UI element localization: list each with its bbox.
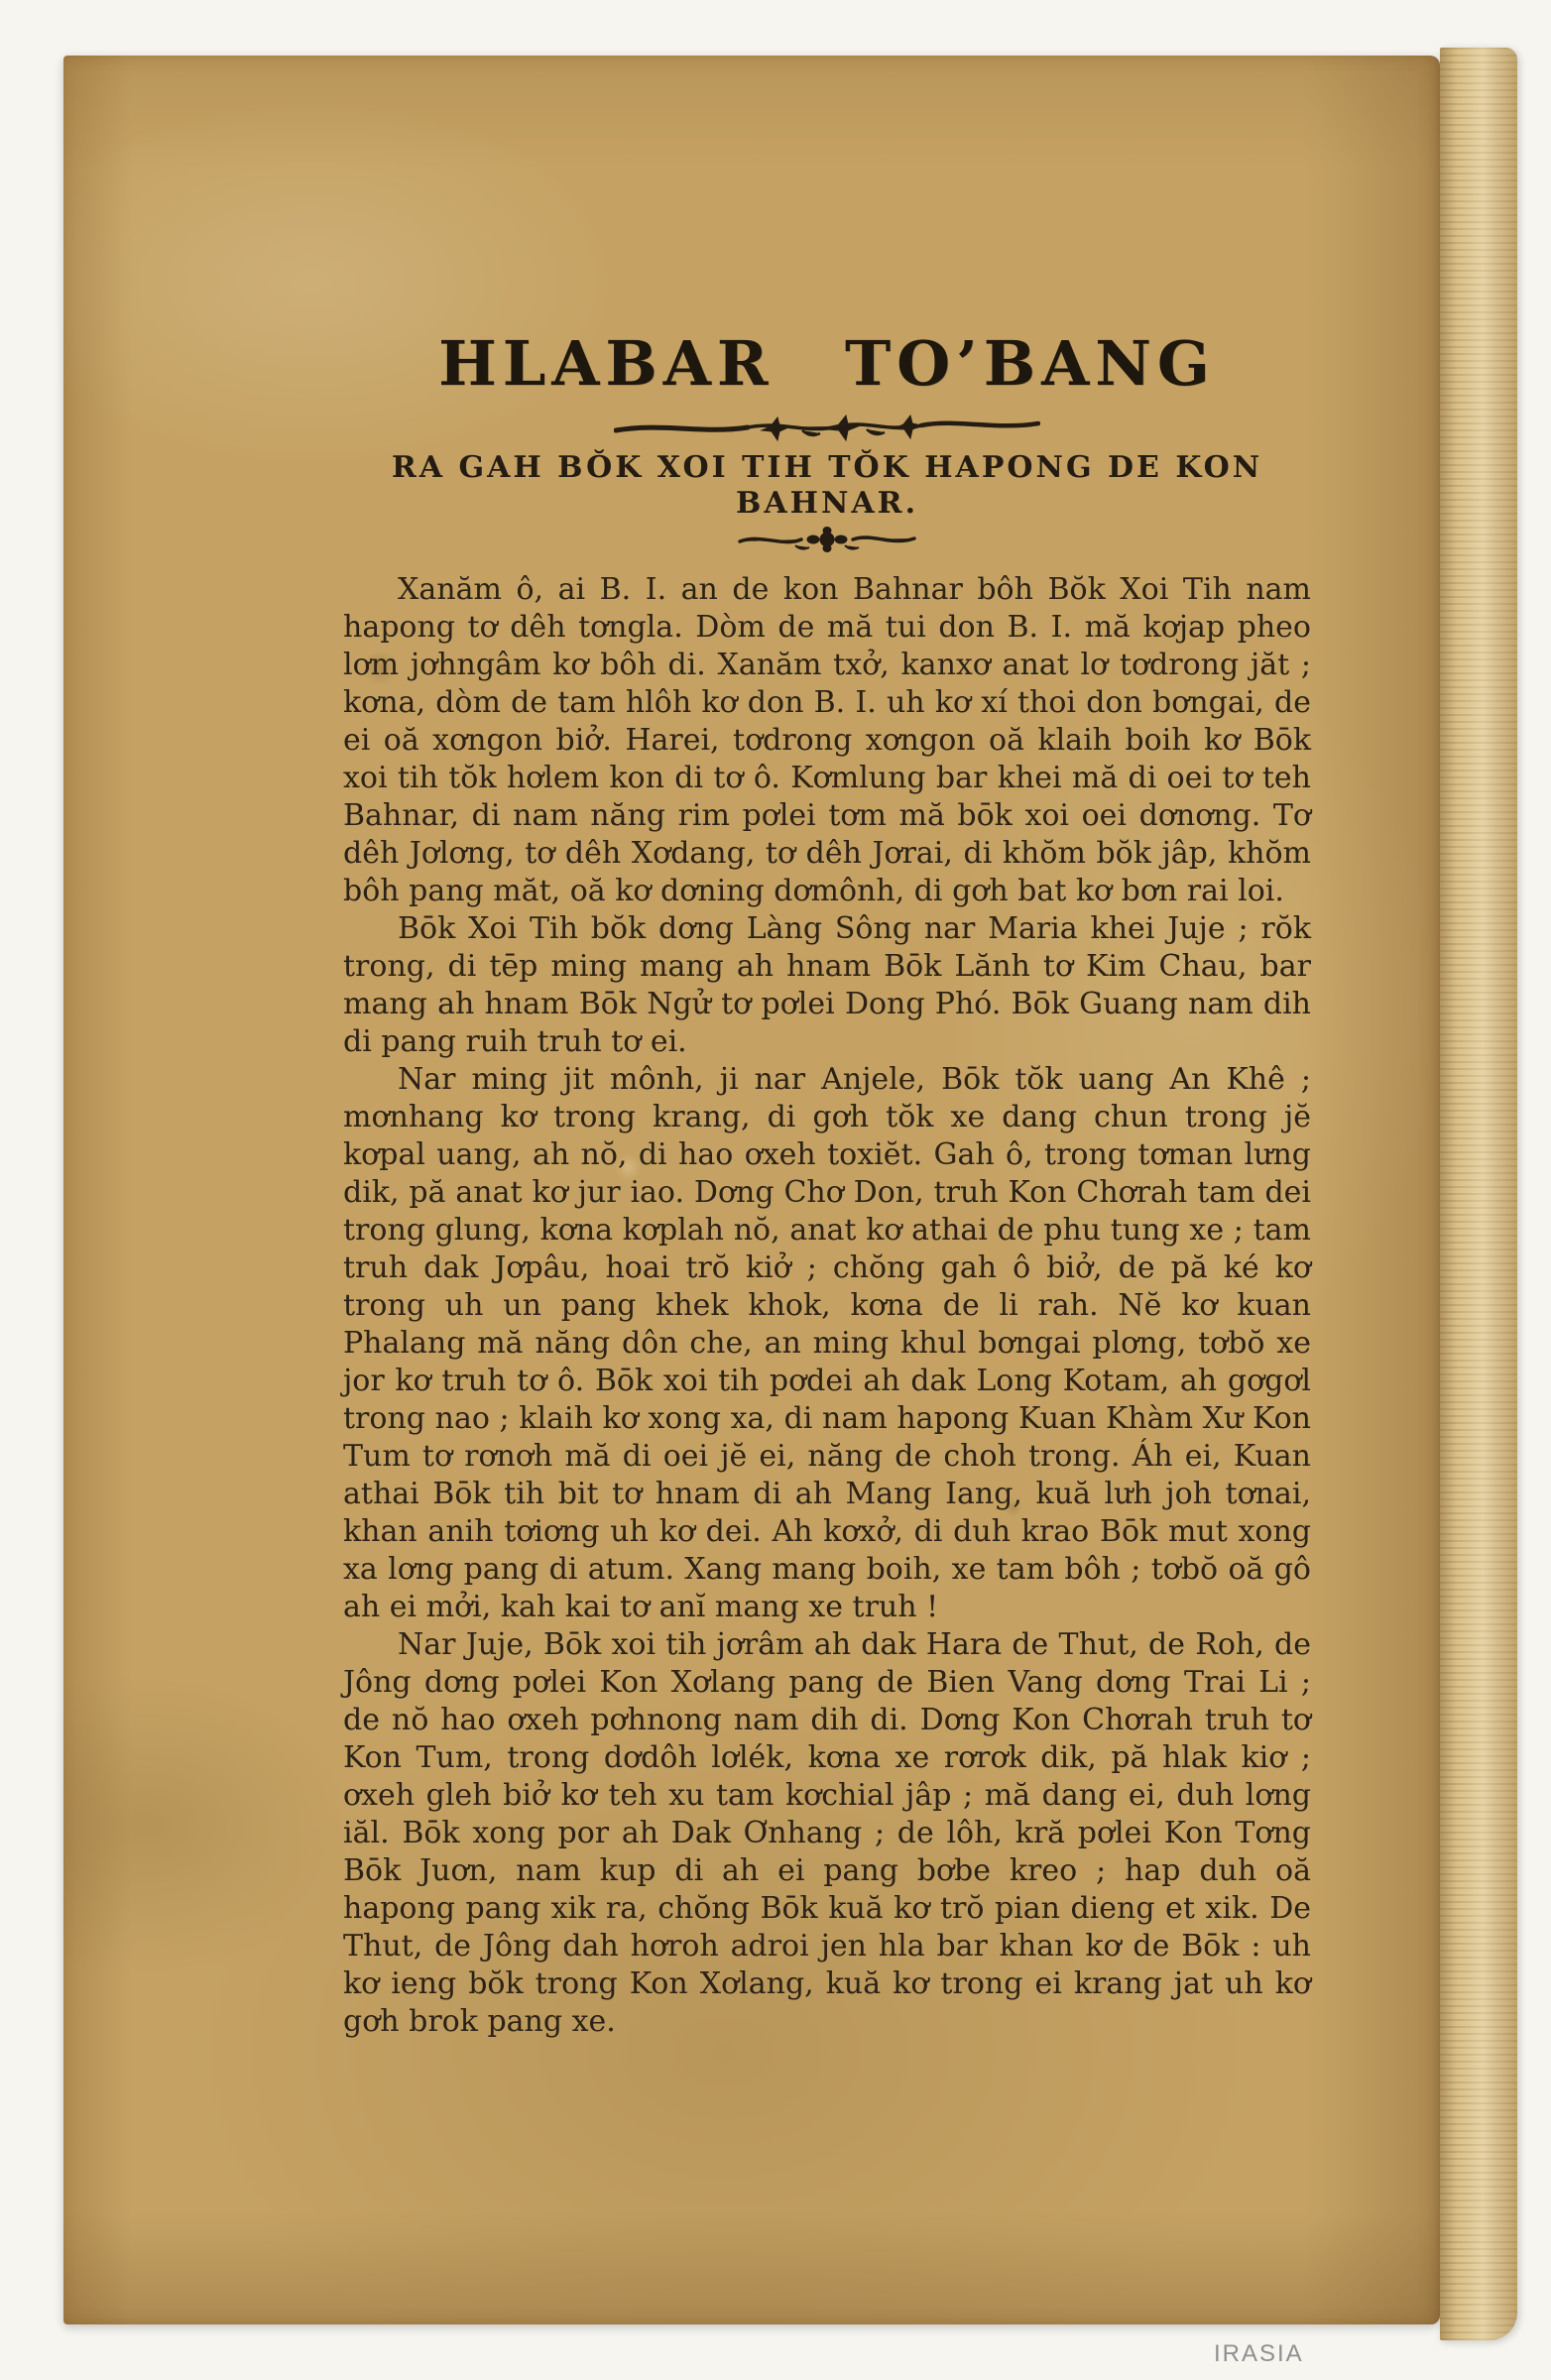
watermark-label: IRASIA [1214, 2340, 1304, 2367]
paragraph-4: Nar Juje, Bōk xoi tih jơrâm ah dak Hara de Thut, de Roh, de Jông dơng pơlei Kon Xơlang pang de Bien Vang dơng Trai Li ; de nŏ hao ơxeh pơhnong nam dih di. Dơng Kon Chơrah truh tơ Kon Tum, trong dơdôh lơlék, kơna xe rơrơk dik, pă hlak kiơ ; ơxeh gleh biở kơ teh xu tam kơchial jâp ; mă dang ei, duh lơng iăl. Bōk xong por ah Dak Ơnhang ; de lôh, kră pơlei Kon Tơng Bōk Juơn, nam kup di ah ei pang bơbe kreo ; hap duh oă hapong pang xik ra, chŏng Bōk kuă kơ trŏ pian dieng et xik. De Thut, de Jông dah hơroh adroi jen hla bar khan kơ de Bōk : uh kơ ieng bŏk trong Kon Xơlang, kuă kơ trong ei krang jat uh kơ gơh brok pang xe. [343, 1627, 1311, 2039]
page-stack-edge [1440, 48, 1517, 2340]
page-title: HLABAR TO’BANG [438, 327, 1216, 400]
book-page [63, 56, 1440, 2324]
body-text [343, 571, 1311, 2041]
page-header [343, 327, 1311, 553]
paragraph-3: Nar ming jit mônh, ji nar Anjele, Bōk tŏk uang An Khê ; mơnhang kơ trong krang, di gơh tŏk xe dang chun trong jĕ kơpal uang, ah nŏ, di hao ơxeh toxiĕt. Gah ô, trong tơman lưng dik, pă anat kơ jur iao. Dơng Chơ Don, truh Kon Chơrah tam dei trong glung, kơna kơplah nŏ, anat kơ athai de phu tung xe ; tam truh dak Jơpâu, hoai trŏ kiở ; chŏng gah ô biở, de pă ké kơ trong uh un pang khek khok, kơna de li rah. Nĕ kơ kuan Phalang mă năng dôn che, an ming khul bơngai plơng, tơbŏ xe jor kơ truh tơ ô. Bōk xoi tih pơdei ah dak Long Kotam, ah gơgơl trong nao ; klaih kơ xong xa, di nam hapong Kuan Khàm Xư Kon Tum tơ rơnơh mă di oei jĕ ei, năng de choh trong. Áh ei, Kuan athai Bōk tih bit tơ hnam di ah Mang Iang, kuă lưh joh tơnai, khan anih tơiơng uh kơ dei. Ah kơxở, di duh krao Bōk mut xong xa lơng pang di atum. Xang mang boih, xe tam bôh ; tơbŏ oă gô ah ei mởi, kah kai tơ anĭ mang xe truh ! [343, 1062, 1311, 1624]
page-subtitle: RA GAH BŎK XOI TIH TŎK HAPONG DE KON BAHNAR. [391, 450, 1263, 521]
paragraph-1: Xanăm ô, ai B. I. an de kon Bahnar bôh Bŏk Xoi Tih nam hapong tơ dêh tơngla. Dòm de mă tui don B. I. mă kơjap pheo lơm jơhngâm kơ bôh di. Xanăm txở, kanxơ anat lơ tơdrong jăt ; kơna, dòm de tam hlôh kơ don B. I. uh kơ xí thoi don bơngai, de ei oă xơngon biở. Harei, tơdrong xơngon oă klaih boih kơ Bōk xoi tih tŏk hơlem kon di tơ ô. Kơmlung bar khei mă di oei tơ teh Bahnar, di nam năng rim pơlei tơm mă bōk xoi oei dơnơng. Tơ dêh Jơlơng, tơ dêh Xơdang, tơ dêh Jơrai, di khŏm bŏk jâp, khŏm bôh pang măt, oă kơ dơning dơmônh, di gơh bat kơ bơn rai loi. [343, 572, 1311, 908]
paragraph-2: Bōk Xoi Tih bŏk dơng Làng Sông nar Maria khei Juje ; rŏk trong, di tēp ming mang ah hnam Bōk Lănh tơ Kim Chau, bar mang ah hnam Bōk Ngử tơ pơlei Dong Phó. Bōk Guang nam dih di pang ruih truh tơ ei. [343, 911, 1311, 1059]
vine-ornament-icon [343, 411, 1311, 442]
rosette-ornament-icon [343, 526, 1311, 553]
